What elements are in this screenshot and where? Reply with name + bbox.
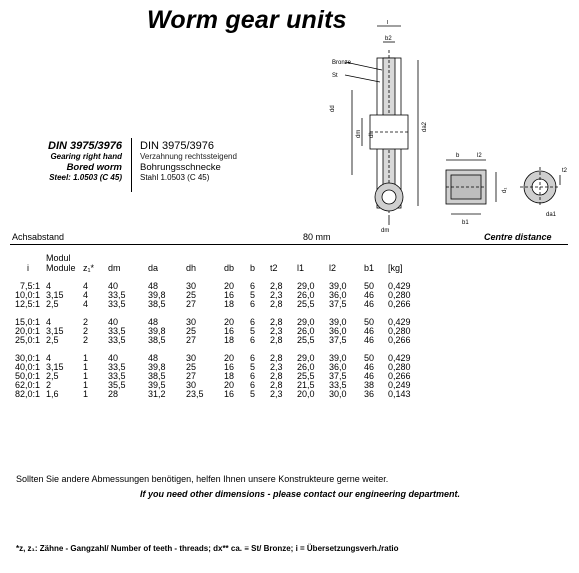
table-cell: 20 bbox=[224, 317, 235, 327]
table-cell: 2,3 bbox=[270, 290, 283, 300]
table-cell: 2,8 bbox=[270, 380, 283, 390]
standard-block-de bbox=[140, 140, 237, 183]
table-cell: 21,5 bbox=[297, 380, 315, 390]
table-header-cell: da bbox=[148, 263, 159, 273]
table-cell: 39,0 bbox=[329, 281, 347, 291]
table-cell: 3,15 bbox=[46, 362, 64, 372]
table-cell: 26,0 bbox=[297, 326, 315, 336]
table-cell: 6 bbox=[250, 380, 256, 390]
table-cell: 2 bbox=[83, 317, 89, 327]
label-d-worm: d₁ bbox=[502, 187, 508, 193]
table-cell: 25 bbox=[186, 362, 197, 372]
table-cell: 23,5 bbox=[186, 389, 204, 399]
table-cell: 50 bbox=[364, 281, 375, 291]
table-cell: 12,5:1 bbox=[14, 299, 40, 309]
table-cell: 29,0 bbox=[297, 353, 315, 363]
table-cell: 2,3 bbox=[270, 389, 283, 399]
gearing-en: Gearing right hand bbox=[50, 152, 122, 161]
table-cell: 18 bbox=[224, 299, 235, 309]
center-distance-label-en: Centre distance bbox=[484, 232, 552, 242]
table-header-cell: Modul Module bbox=[46, 253, 76, 273]
table-cell: 39,8 bbox=[148, 290, 166, 300]
table-cell: 33,5 bbox=[329, 380, 347, 390]
table-cell: 38,5 bbox=[148, 371, 166, 381]
table-cell: 1,6 bbox=[46, 389, 59, 399]
standard-block-en bbox=[10, 140, 122, 183]
label-bronze: Bronze bbox=[332, 60, 352, 66]
table-cell: 26,0 bbox=[297, 290, 315, 300]
table-cell: 3,15 bbox=[46, 290, 64, 300]
table-cell: 30 bbox=[186, 317, 197, 327]
table-cell: 1 bbox=[83, 371, 89, 381]
label-l2: l2 bbox=[477, 153, 482, 159]
table-cell: 46 bbox=[364, 326, 375, 336]
table-cell: 1 bbox=[83, 353, 89, 363]
table-cell: 29,0 bbox=[297, 281, 315, 291]
table-cell: 39,0 bbox=[329, 317, 347, 327]
note-en: If you need other dimensions - please contact our engineering department. bbox=[140, 489, 461, 499]
table-cell: 37,5 bbox=[329, 371, 347, 381]
label-da1: da1 bbox=[546, 212, 557, 218]
table-cell: 6 bbox=[250, 299, 256, 309]
table-header-cell: i bbox=[27, 263, 29, 273]
table-cell: 2 bbox=[83, 335, 89, 345]
table-cell: 40,0:1 bbox=[14, 362, 40, 372]
label-dm2: dm bbox=[356, 129, 362, 138]
table-cell: 28 bbox=[108, 389, 119, 399]
table-cell: 2,8 bbox=[270, 335, 283, 345]
table-cell: 30,0:1 bbox=[14, 353, 40, 363]
table-cell: 6 bbox=[250, 317, 256, 327]
table-cell: 2,5 bbox=[46, 299, 59, 309]
table-cell: 30 bbox=[186, 353, 197, 363]
spec-table bbox=[10, 251, 428, 399]
table-cell: 33,5 bbox=[108, 371, 126, 381]
table-cell: 30 bbox=[186, 380, 197, 390]
label-small-b: b bbox=[456, 153, 460, 159]
label-da2: da2 bbox=[422, 121, 428, 132]
steel-de: Stahl 1.0503 (C 45) bbox=[140, 173, 210, 182]
table-cell: 0,429 bbox=[388, 353, 411, 363]
label-b1: b1 bbox=[462, 220, 469, 226]
label-l: l bbox=[387, 20, 389, 26]
table-cell: 39,0 bbox=[329, 353, 347, 363]
table-cell: 46 bbox=[364, 335, 375, 345]
table-cell: 1 bbox=[83, 380, 89, 390]
table-cell: 4 bbox=[46, 281, 52, 291]
table-cell: 48 bbox=[148, 281, 159, 291]
table-cell: 15,0:1 bbox=[14, 317, 40, 327]
table-cell: 39,8 bbox=[148, 326, 166, 336]
table-cell: 5 bbox=[250, 362, 256, 372]
table-header-cell: db bbox=[224, 263, 235, 273]
table-cell: 4 bbox=[83, 290, 89, 300]
table-cell: 62,0:1 bbox=[14, 380, 40, 390]
label-t2: t2 bbox=[562, 168, 568, 174]
table-cell: 16 bbox=[224, 362, 235, 372]
table-cell: 82,0:1 bbox=[14, 389, 40, 399]
table-cell: 2,3 bbox=[270, 362, 283, 372]
table-cell: 2,3 bbox=[270, 326, 283, 336]
table-header-cell: dh bbox=[186, 263, 197, 273]
table-row bbox=[10, 300, 428, 309]
table-cell: 36 bbox=[364, 389, 375, 399]
table-cell: 35,5 bbox=[108, 380, 126, 390]
table-header-row bbox=[10, 251, 428, 273]
table-cell: 2,8 bbox=[270, 353, 283, 363]
table-header-cell: z₁* bbox=[83, 263, 95, 273]
table-cell: 46 bbox=[364, 362, 375, 372]
table-cell: 1 bbox=[83, 389, 89, 399]
table-cell: 26,0 bbox=[297, 362, 315, 372]
din-standard-de: DIN 3975/3976 bbox=[140, 140, 214, 152]
table-cell: 16 bbox=[224, 389, 235, 399]
table-cell: 50 bbox=[364, 317, 375, 327]
table-cell: 2,5 bbox=[46, 371, 59, 381]
table-cell: 2,8 bbox=[270, 281, 283, 291]
label-dm-worm: dm bbox=[381, 228, 390, 234]
table-cell: 6 bbox=[250, 335, 256, 345]
table-cell: 50,0:1 bbox=[14, 371, 40, 381]
din-standard-en: DIN 3975/3976 bbox=[48, 140, 122, 152]
table-cell: 18 bbox=[224, 335, 235, 345]
footnote: *z, z₁: Zähne - Gangzahl/ Number of teeth - threads; dx** ca. ≡ St/ Bronze; i = Übersetzungsverh./ratio bbox=[16, 544, 399, 553]
table-cell: 0,143 bbox=[388, 389, 411, 399]
table-cell: 25 bbox=[186, 326, 197, 336]
table-cell: 6 bbox=[250, 371, 256, 381]
table-cell: 2,8 bbox=[270, 317, 283, 327]
table-cell: 33,5 bbox=[108, 335, 126, 345]
table-cell: 6 bbox=[250, 353, 256, 363]
table-header-cell: l1 bbox=[297, 263, 305, 273]
table-cell: 2 bbox=[46, 380, 52, 390]
table-header-cell: t2 bbox=[270, 263, 278, 273]
table-cell: 50 bbox=[364, 353, 375, 363]
table-cell: 5 bbox=[250, 389, 256, 399]
center-distance-value: 80 mm bbox=[303, 232, 331, 242]
table-cell: 29,0 bbox=[297, 317, 315, 327]
table-cell: 0,280 bbox=[388, 326, 411, 336]
table-cell: 36,0 bbox=[329, 326, 347, 336]
table-cell: 7,5:1 bbox=[19, 281, 40, 291]
worm-type-en: Bored worm bbox=[66, 162, 122, 173]
worm-type-de: Bohrungsschnecke bbox=[140, 162, 221, 173]
table-cell: 0,266 bbox=[388, 371, 411, 381]
table-cell: 25,5 bbox=[297, 371, 315, 381]
table-cell: 2,5 bbox=[46, 335, 59, 345]
table-cell: 3,15 bbox=[46, 326, 64, 336]
table-cell: 2,8 bbox=[270, 371, 283, 381]
table-cell: 0,429 bbox=[388, 281, 411, 291]
page-title: Worm gear units bbox=[147, 6, 347, 34]
table-cell: 25,0:1 bbox=[14, 335, 40, 345]
table-cell: 10,0:1 bbox=[14, 290, 40, 300]
table-cell: 5 bbox=[250, 290, 256, 300]
table-cell: 36,0 bbox=[329, 362, 347, 372]
table-cell: 2 bbox=[83, 326, 89, 336]
table-cell: 0,266 bbox=[388, 335, 411, 345]
center-distance-label-de: Achsabstand bbox=[12, 232, 65, 242]
table-cell: 38 bbox=[364, 380, 375, 390]
label-st: St bbox=[332, 73, 338, 79]
table-cell: 38,5 bbox=[148, 299, 166, 309]
table-cell: 37,5 bbox=[329, 299, 347, 309]
table-cell: 4 bbox=[46, 317, 52, 327]
table-cell: 20 bbox=[224, 353, 235, 363]
table-cell: 16 bbox=[224, 290, 235, 300]
gearing-de: Verzahnung rechtssteigend bbox=[140, 152, 237, 161]
table-header-cell: b bbox=[250, 263, 256, 273]
table-cell: 40 bbox=[108, 317, 119, 327]
table-cell: 2,8 bbox=[270, 299, 283, 309]
table-cell: 5 bbox=[250, 326, 256, 336]
table-cell: 31,2 bbox=[148, 389, 166, 399]
table-cell: 40 bbox=[108, 281, 119, 291]
table-cell: 40 bbox=[108, 353, 119, 363]
table-cell: 33,5 bbox=[108, 326, 126, 336]
table-cell: 4 bbox=[83, 299, 89, 309]
table-row bbox=[10, 390, 428, 399]
table-cell: 6 bbox=[250, 281, 256, 291]
table-cell: 48 bbox=[148, 317, 159, 327]
table-cell: 33,5 bbox=[108, 290, 126, 300]
table-cell: 20 bbox=[224, 281, 235, 291]
steel-en: Steel: 1.0503 (C 45) bbox=[49, 173, 122, 182]
table-cell: 37,5 bbox=[329, 335, 347, 345]
table-cell: 46 bbox=[364, 290, 375, 300]
table-cell: 0,280 bbox=[388, 362, 411, 372]
table-cell: 25,5 bbox=[297, 299, 315, 309]
table-header-cell: l2 bbox=[329, 263, 337, 273]
table-cell: 4 bbox=[83, 281, 89, 291]
table-cell: 4 bbox=[46, 353, 52, 363]
table-cell: 30,0 bbox=[329, 389, 347, 399]
table-top-rule bbox=[10, 244, 568, 245]
table-cell: 16 bbox=[224, 326, 235, 336]
table-cell: 27 bbox=[186, 335, 197, 345]
table-cell: 0,249 bbox=[388, 380, 411, 390]
block-divider bbox=[131, 138, 132, 192]
table-row bbox=[10, 336, 428, 345]
table-cell: 39,8 bbox=[148, 362, 166, 372]
table-header-cell: b1 bbox=[364, 263, 375, 273]
table-cell: 20 bbox=[224, 380, 235, 390]
table-cell: 33,5 bbox=[108, 299, 126, 309]
table-cell: 18 bbox=[224, 371, 235, 381]
label-dd: dd bbox=[330, 105, 336, 112]
table-cell: 46 bbox=[364, 299, 375, 309]
table-cell: 0,280 bbox=[388, 290, 411, 300]
table-header-cell: dm bbox=[108, 263, 121, 273]
worm-gear-drawing bbox=[310, 20, 570, 235]
table-cell: 27 bbox=[186, 371, 197, 381]
table-cell: 0,266 bbox=[388, 299, 411, 309]
label-b2: b2 bbox=[385, 36, 392, 42]
table-cell: 33,5 bbox=[108, 362, 126, 372]
table-cell: 46 bbox=[364, 371, 375, 381]
note-de: Sollten Sie andere Abmessungen benötigen, helfen Ihnen unsere Konstrukteure gerne weiter. bbox=[16, 474, 389, 484]
table-cell: 30 bbox=[186, 281, 197, 291]
table-cell: 38,5 bbox=[148, 335, 166, 345]
label-dh: dh bbox=[369, 131, 375, 138]
table-header-cell: [kg] bbox=[388, 263, 403, 273]
table-cell: 27 bbox=[186, 299, 197, 309]
table-cell: 20,0 bbox=[297, 389, 315, 399]
table-cell: 25 bbox=[186, 290, 197, 300]
table-cell: 48 bbox=[148, 353, 159, 363]
table-cell: 39,5 bbox=[148, 380, 166, 390]
table-cell: 25,5 bbox=[297, 335, 315, 345]
table-cell: 1 bbox=[83, 362, 89, 372]
table-cell: 36,0 bbox=[329, 290, 347, 300]
table-cell: 0,429 bbox=[388, 317, 411, 327]
table-cell: 20,0:1 bbox=[14, 326, 40, 336]
